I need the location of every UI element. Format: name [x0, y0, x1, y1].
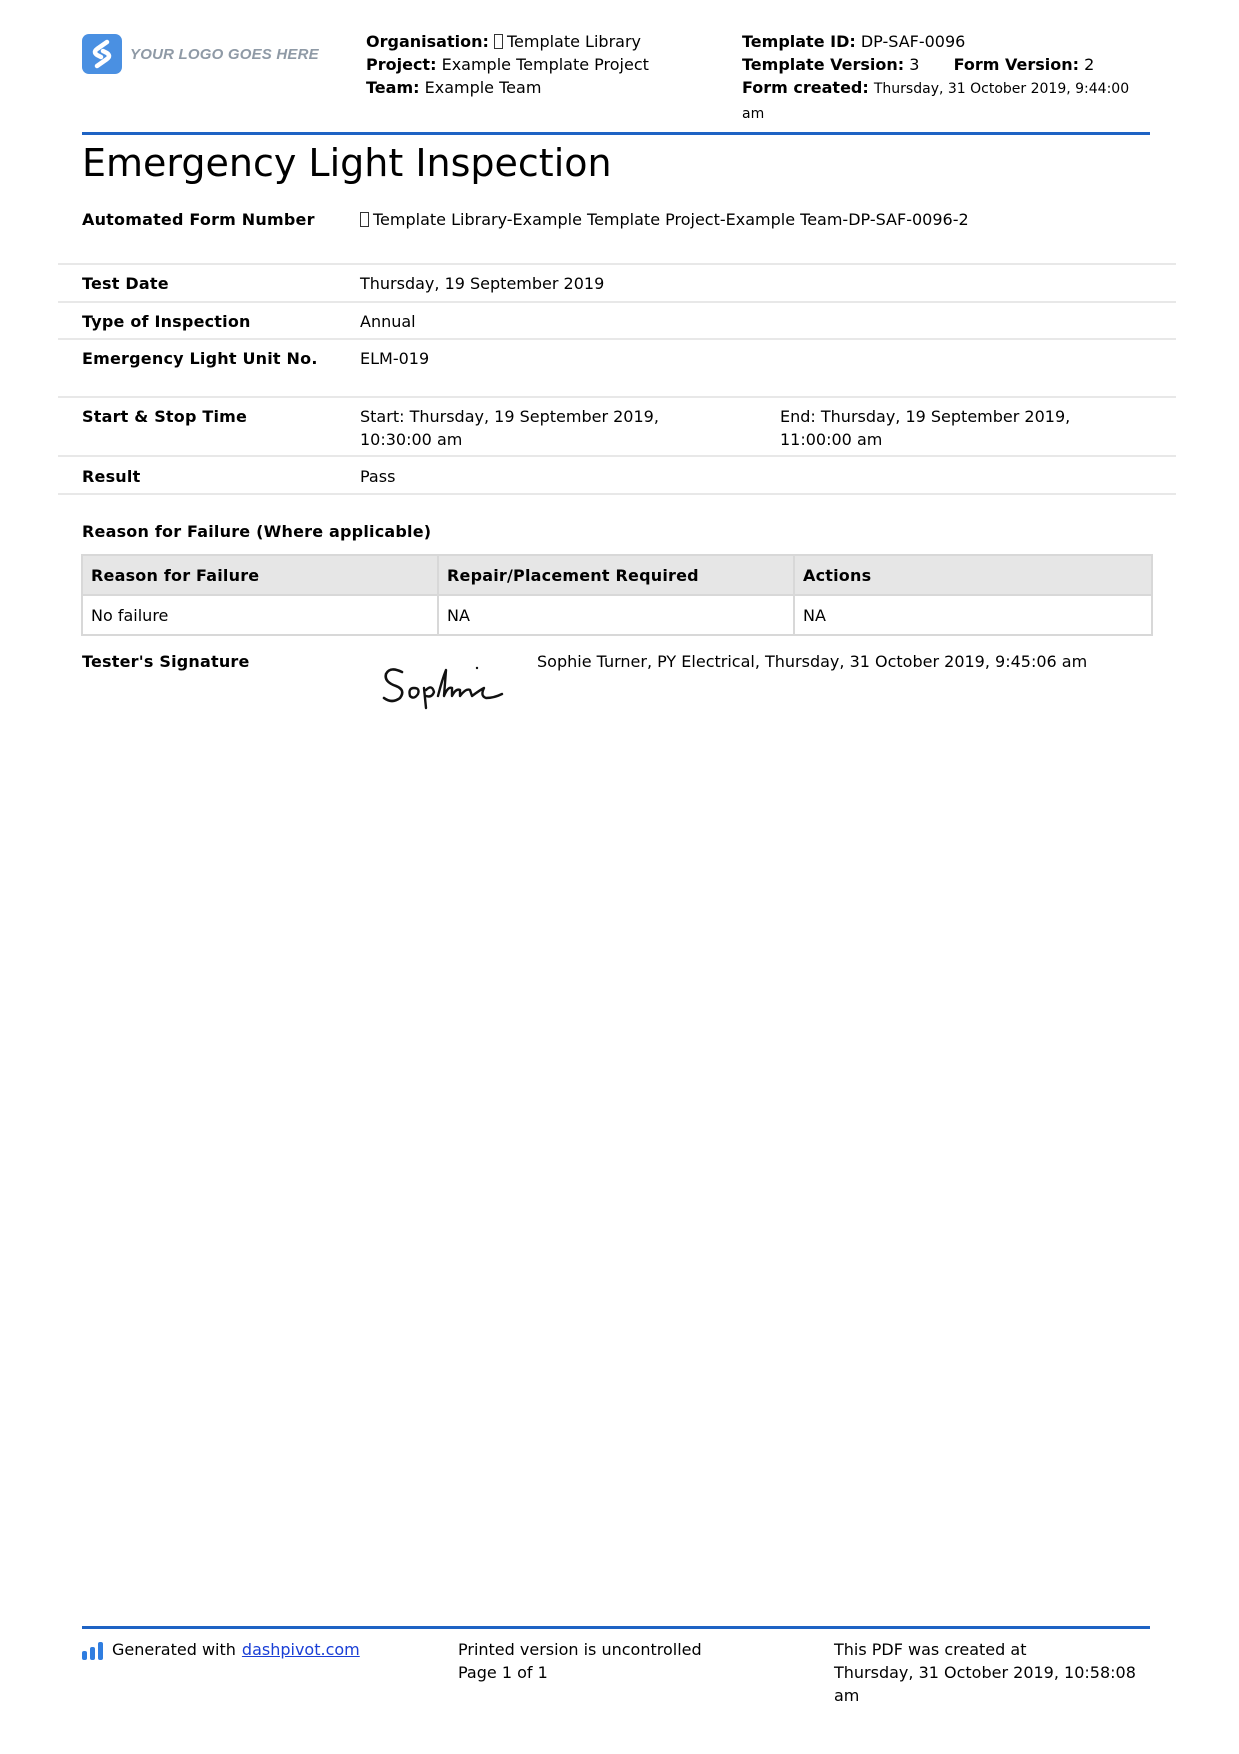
signature-label: Tester's Signature [82, 652, 250, 671]
uncontrolled-note: Printed version is uncontrolled [458, 1640, 702, 1659]
project-line [366, 53, 649, 76]
failure-section-title: Reason for Failure (Where applicable) [82, 522, 432, 541]
logo-text: YOUR LOGO GOES HERE [130, 45, 319, 63]
version-line [742, 53, 1150, 76]
organisation-line [366, 30, 649, 53]
missing-glyph-icon [360, 212, 369, 227]
field-row-form-number [58, 206, 1176, 265]
signature-image [380, 660, 510, 710]
template-id-label: Template ID: [742, 32, 856, 51]
column-header: Reason for Failure [82, 555, 438, 595]
document-header [82, 30, 1150, 122]
footer-divider [82, 1626, 1150, 1629]
form-version-label: Form Version: [953, 55, 1080, 74]
dashpivot-icon [82, 1642, 103, 1660]
generated-with [82, 1638, 360, 1661]
field-value: Thursday, 19 September 2019 [360, 274, 605, 293]
failure-table [81, 554, 1153, 636]
template-id-line [742, 30, 1150, 53]
organisation-value: Template Library [506, 32, 641, 51]
field-row-result [58, 457, 1176, 495]
template-version-value: 3 [909, 55, 920, 74]
field-value: Annual [360, 312, 416, 331]
template-version-label: Template Version: [742, 55, 905, 74]
form-version-value: 2 [1084, 55, 1095, 74]
start-time-value: Start: Thursday, 19 September 2019, 10:30:00 am [360, 407, 659, 449]
field-label: Result [82, 467, 141, 486]
created-prefix: This PDF was created at [834, 1640, 1027, 1659]
project-value: Example Template Project [441, 55, 649, 74]
field-label: Test Date [82, 274, 169, 293]
table-cell: NA [438, 595, 794, 635]
company-logo [82, 34, 319, 74]
field-value: ELM-019 [360, 349, 430, 368]
team-value: Example Team [424, 78, 542, 97]
table-header-row [82, 555, 1152, 595]
column-header: Repair/Placement Required [438, 555, 794, 595]
form-created-line [742, 76, 1150, 126]
column-header: Actions [794, 555, 1152, 595]
field-row-unit-number [58, 340, 1176, 398]
table-cell: NA [794, 595, 1152, 635]
logo-icon [82, 34, 122, 74]
header-meta-right [742, 30, 1150, 126]
print-info [458, 1638, 702, 1684]
field-label: Automated Form Number [82, 210, 315, 229]
end-time-value: End: Thursday, 19 September 2019, 11:00:00 am [780, 407, 1071, 449]
pdf-created-info [834, 1638, 1150, 1707]
field-row-start-stop [58, 398, 1176, 457]
team-line [366, 76, 649, 99]
form-created-value: Thursday, 31 October 2019, 9:44:00 am [742, 81, 1130, 122]
page-title: Emergency Light Inspection [82, 141, 612, 185]
signer-details: Sophie Turner, PY Electrical, Thursday, 31 October 2019, 9:45:06 am [537, 652, 1088, 671]
field-row-test-date [58, 265, 1176, 303]
page-number: Page 1 of 1 [458, 1663, 548, 1682]
dashpivot-link[interactable]: dashpivot.com [241, 1640, 360, 1659]
generated-prefix: Generated with [112, 1640, 236, 1659]
field-label: Type of Inspection [82, 312, 251, 331]
organisation-label: Organisation: [366, 32, 489, 51]
field-row-inspection-type [58, 303, 1176, 340]
field-value: Template Library-Example Template Project-Example Team-DP-SAF-0096-2 [360, 208, 1140, 231]
missing-glyph-icon [494, 34, 503, 49]
project-label: Project: [366, 55, 437, 74]
field-value: Pass [360, 467, 396, 486]
header-divider [82, 132, 1150, 135]
form-created-label: Form created: [742, 78, 869, 97]
template-id-value: DP-SAF-0096 [860, 32, 966, 51]
form-fields [58, 206, 1176, 495]
field-label: Emergency Light Unit No. [82, 349, 318, 368]
created-value: Thursday, 31 October 2019, 10:58:08 am [834, 1663, 1136, 1705]
table-cell: No failure [82, 595, 438, 635]
field-label: Start & Stop Time [82, 407, 248, 426]
table-row [82, 595, 1152, 635]
header-meta-left [366, 30, 649, 99]
team-label: Team: [366, 78, 420, 97]
